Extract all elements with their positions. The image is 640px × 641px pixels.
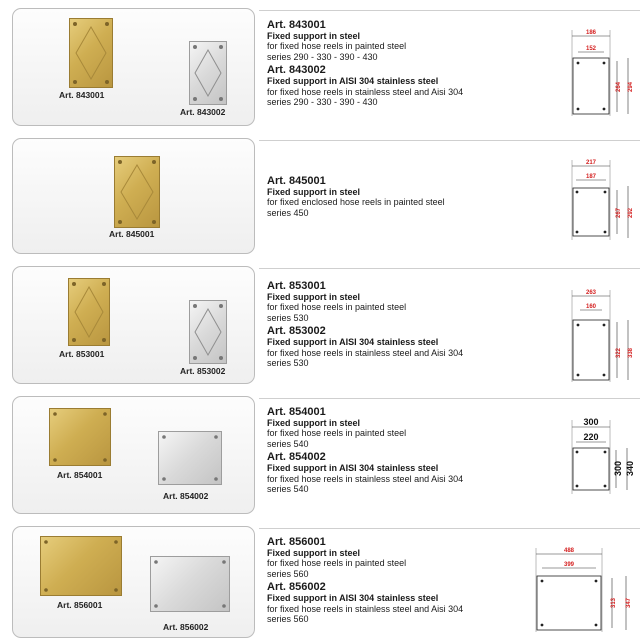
dimension-outer-width: 263 bbox=[585, 290, 597, 296]
product-series: series 450 bbox=[267, 207, 309, 218]
product-title: Fixed support in steel bbox=[267, 31, 361, 41]
product-row-853 bbox=[0, 256, 640, 386]
steel-plate-image bbox=[189, 41, 227, 105]
article-number: Art. 854001 bbox=[267, 406, 326, 418]
product-caption: Art. 845001 bbox=[109, 229, 155, 239]
article-number: Art. 853002 bbox=[267, 325, 326, 338]
product-caption: Art. 856002 bbox=[163, 622, 209, 632]
steel-plate-image bbox=[150, 556, 230, 612]
dimension-outer-height: 338 bbox=[628, 347, 634, 358]
steel-plate-image bbox=[189, 300, 227, 364]
dimension-inner-width: 152 bbox=[585, 46, 597, 52]
steel-plate-image bbox=[158, 431, 222, 485]
gold-plate-image bbox=[114, 156, 160, 228]
dimension-outer-height: 292 bbox=[628, 207, 634, 218]
product-photo-card bbox=[12, 138, 255, 254]
product-row-845 bbox=[0, 128, 640, 256]
product-title: Fixed support in steel bbox=[267, 187, 361, 197]
product-series: series 560 bbox=[267, 568, 309, 579]
product-description bbox=[267, 536, 463, 624]
product-photo-card bbox=[12, 266, 255, 384]
dimension-outer-width: 488 bbox=[563, 548, 575, 554]
product-row-843 bbox=[0, 0, 640, 128]
product-use: for fixed enclosed hose reels in painted steel bbox=[267, 197, 445, 208]
product-series: series 530 bbox=[267, 358, 309, 369]
product-use: for fixed hose reels in painted steel bbox=[267, 428, 407, 439]
product-title: Fixed support in steel bbox=[267, 418, 361, 428]
article-number: Art. 853001 bbox=[267, 280, 326, 292]
divider bbox=[259, 398, 640, 399]
product-use: for fixed hose reels in stainless steel and Aisi 304 bbox=[267, 347, 464, 358]
product-use: for fixed hose reels in painted steel bbox=[267, 41, 407, 52]
product-title: Fixed support in steel bbox=[267, 548, 361, 558]
gold-plate-image bbox=[40, 536, 122, 596]
product-series: series 290 - 330 - 390 - 430 bbox=[267, 51, 378, 62]
product-description bbox=[267, 19, 463, 107]
dimension-inner-height: 264 bbox=[616, 81, 622, 92]
divider bbox=[259, 528, 640, 529]
divider bbox=[259, 268, 640, 269]
product-caption: Art. 856001 bbox=[57, 600, 103, 610]
dimension-inner-height: 322 bbox=[616, 347, 622, 358]
dimension-outer-height: 347 bbox=[626, 597, 632, 608]
dimension-outer-width: 300 bbox=[583, 417, 599, 427]
article-number: Art. 843002 bbox=[267, 64, 326, 77]
product-title: Fixed support in AISI 304 stainless steel bbox=[267, 337, 439, 348]
technical-drawing bbox=[530, 544, 638, 636]
dimension-outer-width: 217 bbox=[585, 160, 597, 166]
product-description bbox=[267, 280, 463, 368]
article-number: Art. 843001 bbox=[267, 19, 326, 31]
product-row-854 bbox=[0, 386, 640, 516]
product-series: series 540 bbox=[267, 484, 309, 495]
dimension-inner-height: 267 bbox=[616, 207, 622, 218]
technical-drawing bbox=[566, 26, 638, 118]
product-photo-card bbox=[12, 8, 255, 126]
technical-drawing bbox=[566, 156, 638, 248]
product-caption: Art. 843002 bbox=[180, 107, 226, 117]
product-use: for fixed hose reels in stainless steel and Aisi 304 bbox=[267, 603, 464, 614]
divider bbox=[259, 10, 640, 11]
product-title: Fixed support in AISI 304 stainless steel bbox=[267, 593, 439, 604]
dimension-inner-width: 220 bbox=[583, 432, 599, 442]
dimension-inner-width: 399 bbox=[563, 562, 575, 568]
product-caption: Art. 854002 bbox=[163, 491, 209, 501]
product-title: Fixed support in AISI 304 stainless steel bbox=[267, 76, 439, 87]
article-number: Art. 845001 bbox=[267, 175, 326, 187]
technical-drawing bbox=[566, 416, 638, 496]
dimension-outer-height: 340 bbox=[625, 460, 635, 476]
dimension-inner-height: 313 bbox=[611, 597, 617, 608]
product-use: for fixed hose reels in stainless steel and Aisi 304 bbox=[267, 86, 464, 97]
dimension-inner-width: 187 bbox=[585, 174, 597, 180]
product-use: for fixed hose reels in painted steel bbox=[267, 302, 407, 313]
product-caption: Art. 853001 bbox=[59, 349, 105, 359]
dimension-inner-height: 300 bbox=[613, 460, 623, 476]
product-description bbox=[267, 175, 445, 218]
product-series: series 530 bbox=[267, 312, 309, 323]
product-use: for fixed hose reels in painted steel bbox=[267, 558, 407, 569]
product-photo-card bbox=[12, 396, 255, 514]
product-description bbox=[267, 406, 463, 494]
gold-plate-image bbox=[68, 278, 110, 346]
product-series: series 540 bbox=[267, 438, 309, 449]
gold-plate-image bbox=[69, 18, 113, 88]
product-caption: Art. 843001 bbox=[59, 90, 105, 100]
gold-plate-image bbox=[49, 408, 111, 466]
product-caption: Art. 853002 bbox=[180, 366, 226, 376]
article-number: Art. 856002 bbox=[267, 581, 326, 594]
product-row-856 bbox=[0, 516, 640, 640]
product-title: Fixed support in steel bbox=[267, 292, 361, 302]
technical-drawing bbox=[566, 286, 638, 384]
product-series: series 560 bbox=[267, 614, 309, 625]
dimension-outer-height: 294 bbox=[628, 81, 634, 92]
dimension-inner-width: 160 bbox=[585, 304, 597, 310]
product-photo-card bbox=[12, 526, 255, 638]
product-caption: Art. 854001 bbox=[57, 470, 103, 480]
article-number: Art. 856001 bbox=[267, 536, 326, 548]
article-number: Art. 854002 bbox=[267, 451, 326, 464]
dimension-outer-width: 186 bbox=[585, 30, 597, 36]
product-series: series 290 - 330 - 390 - 430 bbox=[267, 97, 378, 108]
divider bbox=[259, 140, 640, 141]
product-use: for fixed hose reels in stainless steel and Aisi 304 bbox=[267, 473, 464, 484]
product-title: Fixed support in AISI 304 stainless steel bbox=[267, 463, 439, 474]
